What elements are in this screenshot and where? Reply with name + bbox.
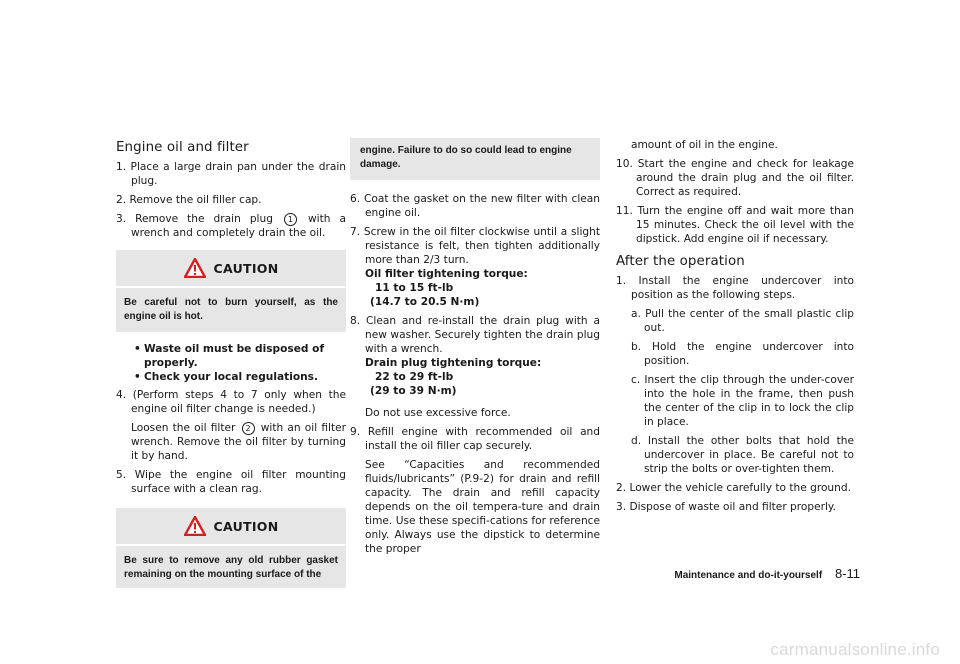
drain-plug-torque-label: Drain plug tightening torque: [365,357,542,369]
caution-header-1 [116,250,346,288]
callout-2-icon: 2 [242,422,255,435]
drain-plug-torque-ftlb: 22 to 29 ft-lb [375,371,454,383]
step-9: 9. Refill engine with recommended oil and install the oil filler cap securely. [350,426,600,452]
step-3-text-a: 3. Remove the drain plug [116,213,273,225]
column-2 [350,138,600,561]
footer-section-title: Maintenance and do-it-yourself [674,570,823,581]
caution-box-1 [116,250,346,332]
after-step-3: 3. Dispose of waste oil and filter properly. [616,501,837,513]
step-6: 6. Coat the gasket on the new filter with clean engine oil. [350,193,600,219]
watermark: carmanualsonline.info [770,640,940,659]
after-step-2: 2. Lower the vehicle carefully to the ground. [616,482,851,494]
page-number: 8-11 [834,566,860,581]
step-9-note: See “Capacities and recommended fluids/lubricants” (P.9-2) for drain and refill capacity. The drain and refill capacity depends on the oil tempera-ture and drain time. Use these specifi-cations for reference only. Always use the dipstick to determine the proper [365,459,600,555]
after-step-1a: a. Pull the center of the small plastic clip out. [631,308,854,334]
step-9-continued: amount of oil in the engine. [631,139,778,151]
oil-filter-torque-ftlb: 11 to 15 ft-lb [375,282,454,294]
step-2: 2. Remove the oil filler cap. [116,194,262,206]
step-3-text-b: with a wrench and completely drain the oil. [131,213,346,239]
after-step-1b: b. Hold the engine undercover into position. [631,341,854,367]
callout-1-icon: 1 [284,213,297,226]
caution-text-2: Be sure to remove any old rubber gasket remaining on the mounting surface of the [124,555,338,580]
bullet-list [116,342,346,384]
after-step-1c: c. Insert the clip through the under-cover into the hole in the frame, then push the center of the clip in to lock the clip in place. [631,374,854,428]
caution-text-1: Be careful not to burn yourself, as the engine oil is hot. [124,297,338,322]
step-3 [116,212,346,240]
page-footer [640,566,860,581]
caution-box-2-continued: engine. Failure to do so could lead to engine damage. [350,138,600,180]
drain-plug-torque-nm: (29 to 39 N·m) [370,385,457,397]
caution-header-2 [116,508,346,546]
bullet-item-regulations: • Check your local regulations. [116,370,346,384]
step-10: 10. Start the engine and check for leakage around the drain plug and the oil filter. Correct as required. [616,158,854,198]
column-3 [616,138,854,519]
caution-title-1: CAUTION [213,260,279,276]
section-heading-engine-oil: Engine oil and filter [116,140,249,155]
oil-filter-torque-label: Oil filter tightening torque: [365,268,528,280]
step-4-text-a: Loosen the oil filter [131,422,236,434]
step-4-detail [116,421,346,463]
step-1: 1. Place a large drain pan under the drain plug. [116,161,346,187]
step-11: 11. Turn the engine off and wait more than 15 minutes. Check the oil level with the dipstick. Add engine oil if necessary. [616,205,854,245]
step-4-text-b: with an oil filter wrench. Remove the oil filter by turning it by hand. [131,422,346,462]
oil-filter-torque-nm: (14.7 to 20.5 N·m) [370,296,480,308]
column-1 [116,140,346,598]
warning-triangle-icon [184,516,206,536]
caution-box-2 [116,508,346,588]
step-5: 5. Wipe the engine oil filter mounting surface with a clean rag. [116,469,346,495]
step-8-note: Do not use excessive force. [365,407,511,419]
after-step-1d: d. Install the other bolts that hold the undercover in place. Be careful not to strip the bolts or over-tighten them. [631,435,854,475]
section-heading-after-operation: After the operation [616,254,745,269]
after-step-1: 1. Install the engine undercover into position as the following steps. [616,275,854,301]
warning-triangle-icon [184,258,206,278]
caution-title-2: CAUTION [213,518,279,534]
step-8: 8. Clean and re-install the drain plug with a new washer. Securely tighten the drain plug with a wrench. [350,315,600,355]
bullet-item-waste-oil: • Waste oil must be disposed of properly. [116,342,346,370]
step-7: 7. Screw in the oil filter clockwise until a slight resistance is felt, then tighten additionally more than 2/3 turn. [350,226,600,266]
step-4: 4. (Perform steps 4 to 7 only when the engine oil filter change is needed.) [116,389,346,415]
